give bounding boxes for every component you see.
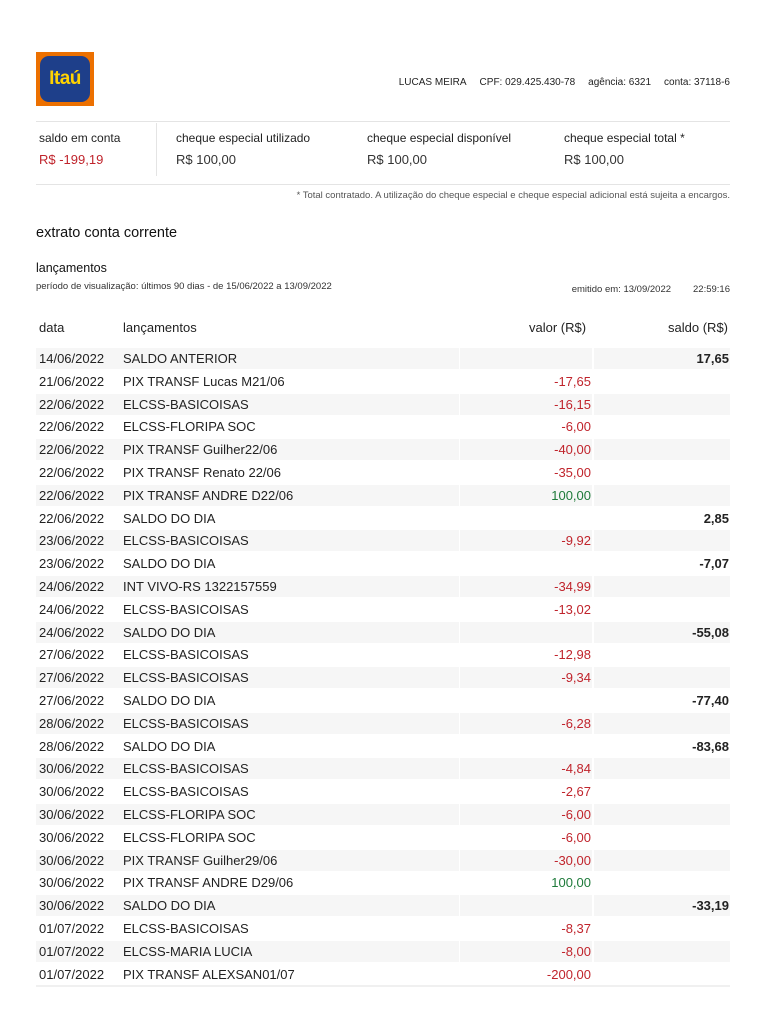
row-description: PIX TRANSF ALEXSAN01/07 [123, 966, 295, 982]
row-date: 27/06/2022 [36, 667, 122, 688]
row-value-text [591, 693, 592, 708]
row-balance [594, 758, 730, 779]
row-value-text: -8,37 [561, 920, 591, 936]
summary-divider-bottom [36, 184, 730, 185]
row-value-text [591, 898, 592, 913]
itau-logo-text: Itaú [40, 56, 90, 102]
row-description: SALDO DO DIA [123, 556, 216, 572]
row-description: ELCSS-BASICOISAS [123, 647, 249, 663]
row-value-text: -30,00 [554, 852, 591, 868]
row-value-text: -6,00 [561, 806, 591, 822]
row-balance-text: -33,19 [692, 898, 729, 914]
row-balance [594, 439, 730, 460]
row-description: SALDO DO DIA [123, 692, 216, 708]
row-date: 14/06/2022 [36, 348, 122, 369]
table-row [36, 964, 730, 987]
row-date: 22/06/2022 [39, 510, 105, 526]
row-value [460, 348, 592, 369]
table-row [36, 895, 730, 918]
row-value-text [591, 739, 592, 754]
row-balance [594, 895, 730, 916]
row-value [460, 781, 592, 802]
row-value-text: -9,92 [561, 533, 591, 549]
row-balance [594, 599, 730, 620]
row-value-text [591, 556, 592, 571]
row-balance [594, 576, 730, 597]
row-balance [594, 781, 730, 802]
row-description: PIX TRANSF ANDRE D22/06 [121, 485, 459, 506]
row-value [460, 576, 592, 597]
row-value [460, 644, 592, 665]
row-balance-text [729, 602, 730, 617]
row-balance-text: 2,85 [703, 510, 729, 526]
row-value-text: -16,15 [554, 396, 591, 412]
row-description: PIX TRANSF Guilher29/06 [121, 850, 459, 871]
page-title: extrato conta corrente [36, 225, 178, 241]
balance-summary [36, 131, 730, 185]
row-balance [594, 941, 730, 962]
row-date: 30/06/2022 [39, 875, 105, 891]
row-value [460, 850, 592, 871]
cheque-utilizado-value: R$ 100,00 [176, 152, 236, 167]
row-balance [594, 736, 730, 757]
row-date: 24/06/2022 [36, 622, 122, 643]
row-balance-text: 17,65 [696, 351, 729, 366]
row-description: ELCSS-BASICOISAS [121, 394, 459, 415]
row-description: ELCSS-BASICOISAS [123, 601, 249, 617]
row-description: ELCSS-FLORIPA SOC [123, 829, 256, 845]
row-balance-text [729, 397, 730, 412]
row-description: PIX TRANSF Guilher22/06 [121, 439, 459, 460]
row-balance-text [729, 716, 730, 731]
row-balance [594, 394, 730, 415]
row-balance [594, 872, 730, 893]
header-divider [36, 121, 730, 122]
row-value [460, 553, 592, 574]
row-date: 22/06/2022 [39, 464, 105, 480]
row-date: 27/06/2022 [39, 647, 105, 663]
cheque-total-label: cheque especial total * [564, 131, 685, 145]
row-balance-text: -55,08 [692, 624, 729, 640]
header-desc: lançamentos [123, 320, 197, 335]
row-value-text: -40,00 [554, 442, 591, 458]
table-row [36, 804, 730, 827]
row-date: 21/06/2022 [39, 373, 105, 389]
table-row [36, 918, 730, 941]
table-row [36, 553, 730, 576]
row-date: 30/06/2022 [36, 850, 122, 871]
row-balance-text [729, 419, 730, 434]
row-balance-text [729, 967, 730, 982]
saldo-block [39, 131, 120, 167]
row-value-text: -2,67 [561, 784, 591, 800]
row-date: 30/06/2022 [36, 895, 122, 916]
row-value-text: -8,00 [561, 943, 591, 959]
row-balance-text [729, 761, 730, 776]
row-balance-text [729, 670, 730, 685]
header-value: valor (R$) [529, 320, 587, 335]
row-date: 24/06/2022 [39, 601, 105, 617]
row-balance [594, 553, 730, 574]
table-row [36, 850, 730, 873]
row-value-text: -6,00 [561, 419, 591, 435]
row-value-text: -6,00 [561, 829, 591, 845]
row-description: ELCSS-BASICOISAS [121, 758, 459, 779]
row-value-text [591, 511, 592, 526]
row-balance-text [729, 875, 730, 890]
row-balance-text [729, 579, 730, 594]
row-value-text: -12,98 [554, 647, 591, 663]
row-value [460, 918, 592, 939]
row-balance-text [729, 830, 730, 845]
row-value [460, 622, 592, 643]
table-row [36, 690, 730, 713]
section-subtitle: lançamentos [36, 261, 107, 275]
table-row [36, 508, 730, 531]
table-row [36, 416, 730, 439]
row-balance [594, 918, 730, 939]
row-balance-text [729, 921, 730, 936]
emitted-time: 22:59:16 [693, 284, 730, 295]
row-value [460, 416, 592, 437]
table-header [36, 320, 730, 340]
row-description: ELCSS-BASICOISAS [121, 530, 459, 551]
row-balance [594, 804, 730, 825]
row-value [460, 462, 592, 483]
row-value-text [591, 351, 592, 366]
row-value-text: 100,00 [551, 875, 591, 891]
table-row [36, 371, 730, 394]
row-value [460, 371, 592, 392]
period-text: período de visualização: últimos 90 dias - de 15/06/2022 a 13/09/2022 [36, 281, 332, 292]
account-info [399, 77, 730, 88]
row-date: 27/06/2022 [39, 692, 105, 708]
row-balance [594, 827, 730, 848]
row-date: 01/07/2022 [39, 920, 105, 936]
row-balance-text [729, 465, 730, 480]
table-row [36, 622, 730, 645]
table-row [36, 576, 730, 599]
account-agencia: agência: 6321 [588, 77, 652, 88]
table-row [36, 394, 730, 417]
row-value [460, 690, 592, 711]
row-value [460, 439, 592, 460]
header-balance: saldo (R$) [668, 320, 728, 335]
row-date: 01/07/2022 [39, 966, 105, 982]
row-balance [594, 508, 730, 529]
table-row [36, 827, 730, 850]
footnote: * Total contratado. A utilização do cheque especial e cheque especial adicional está sujeita a encargos. [296, 190, 730, 201]
row-description: PIX TRANSF Lucas M21/06 [123, 373, 285, 389]
table-row [36, 781, 730, 804]
row-value [460, 827, 592, 848]
row-balance [594, 371, 730, 392]
emitted-info [572, 284, 730, 295]
row-value [460, 895, 592, 916]
row-balance-text [729, 944, 730, 959]
emitted-date: emitido em: 13/09/2022 [571, 284, 672, 295]
row-date: 30/06/2022 [36, 804, 122, 825]
row-description: ELCSS-BASICOISAS [123, 784, 249, 800]
row-value-text: -17,65 [554, 373, 591, 389]
saldo-value: R$ -199,19 [39, 152, 104, 167]
row-balance-text: -83,68 [692, 738, 729, 754]
row-value-text: -13,02 [554, 601, 591, 617]
row-description: PIX TRANSF Renato 22/06 [123, 464, 282, 480]
row-date: 30/06/2022 [36, 758, 122, 779]
row-date: 22/06/2022 [36, 485, 122, 506]
row-balance-text [729, 374, 730, 389]
row-description: SALDO DO DIA [121, 622, 459, 643]
row-balance [594, 530, 730, 551]
row-date: 22/06/2022 [39, 419, 105, 435]
cheque-total-block [564, 131, 685, 167]
row-value-text: 100,00 [551, 487, 591, 503]
row-date: 22/06/2022 [36, 394, 122, 415]
row-date: 24/06/2022 [36, 576, 122, 597]
row-balance [594, 348, 730, 369]
row-description: SALDO ANTERIOR [121, 348, 459, 369]
row-description: ELCSS-BASICOISAS [121, 667, 459, 688]
summary-divider [156, 123, 157, 176]
row-balance [594, 667, 730, 688]
header-date: data [39, 320, 65, 335]
row-value [460, 394, 592, 415]
row-balance [594, 644, 730, 665]
row-date: 23/06/2022 [39, 556, 105, 572]
row-balance [594, 462, 730, 483]
table-row [36, 713, 730, 736]
row-value [460, 508, 592, 529]
row-balance-text [729, 533, 730, 548]
row-balance [594, 416, 730, 437]
itau-logo [36, 52, 94, 106]
row-balance-text [729, 853, 730, 868]
row-description: PIX TRANSF ANDRE D29/06 [123, 875, 294, 891]
row-balance-text [729, 807, 730, 822]
row-balance-text: -7,07 [699, 556, 729, 572]
row-balance-text [729, 442, 730, 457]
row-balance-text: -77,40 [692, 692, 729, 708]
row-description: ELCSS-MARIA LUCIA [121, 941, 459, 962]
row-value [460, 804, 592, 825]
row-value-text: -34,99 [554, 578, 591, 594]
row-description: SALDO DO DIA [121, 895, 459, 916]
table-row [36, 439, 730, 462]
cheque-disponivel-value: R$ 100,00 [367, 152, 427, 167]
table-row [36, 667, 730, 690]
table-row [36, 736, 730, 759]
account-holder-name: LUCAS MEIRA [398, 77, 467, 88]
table-row [36, 644, 730, 667]
row-value-text: -200,00 [546, 966, 591, 982]
row-value [460, 599, 592, 620]
transactions-table [36, 348, 730, 986]
table-row [36, 462, 730, 485]
table-row [36, 348, 730, 371]
row-value-text: -9,34 [561, 670, 591, 686]
row-date: 28/06/2022 [36, 713, 122, 734]
row-balance [594, 713, 730, 734]
table-bottom-line [36, 985, 730, 987]
row-description: ELCSS-FLORIPA SOC [121, 804, 459, 825]
row-balance-text [729, 784, 730, 799]
table-row [36, 530, 730, 553]
cheque-disponivel-block [367, 131, 511, 167]
cheque-utilizado-block [176, 131, 310, 167]
account-cpf: CPF: 029.425.430-78 [479, 77, 576, 88]
table-row [36, 758, 730, 781]
row-value [460, 736, 592, 757]
row-date: 23/06/2022 [36, 530, 122, 551]
row-value [460, 667, 592, 688]
account-conta: conta: 37118-6 [664, 77, 730, 88]
row-balance [594, 485, 730, 506]
row-balance [594, 964, 730, 985]
row-value [460, 872, 592, 893]
row-value-text: -4,84 [561, 761, 591, 777]
row-value-text: -35,00 [554, 464, 591, 480]
saldo-label: saldo em conta [39, 131, 121, 145]
row-value [460, 964, 592, 985]
row-date: 22/06/2022 [36, 439, 122, 460]
row-value-text [591, 625, 592, 640]
cheque-disponivel-label: cheque especial disponível [367, 131, 512, 145]
row-value-text: -6,28 [561, 715, 591, 731]
table-row [36, 872, 730, 895]
row-description: SALDO DO DIA [123, 738, 216, 754]
row-value [460, 758, 592, 779]
row-date: 30/06/2022 [39, 784, 105, 800]
row-date: 28/06/2022 [39, 738, 105, 754]
table-row [36, 941, 730, 964]
row-date: 30/06/2022 [39, 829, 105, 845]
row-description: ELCSS-BASICOISAS [123, 920, 249, 936]
row-balance [594, 622, 730, 643]
table-row [36, 485, 730, 508]
row-description: ELCSS-BASICOISAS [121, 713, 459, 734]
cheque-total-value: R$ 100,00 [564, 152, 624, 167]
row-balance-text [729, 488, 730, 503]
row-description: SALDO DO DIA [123, 510, 216, 526]
row-value [460, 713, 592, 734]
table-row [36, 599, 730, 622]
row-balance [594, 850, 730, 871]
row-description: ELCSS-FLORIPA SOC [123, 419, 256, 435]
cheque-utilizado-label: cheque especial utilizado [176, 131, 311, 145]
row-value [460, 941, 592, 962]
row-value [460, 530, 592, 551]
row-balance [594, 690, 730, 711]
row-value [460, 485, 592, 506]
row-description: INT VIVO-RS 1322157559 [121, 576, 459, 597]
row-date: 01/07/2022 [36, 941, 122, 962]
row-balance-text [729, 647, 730, 662]
